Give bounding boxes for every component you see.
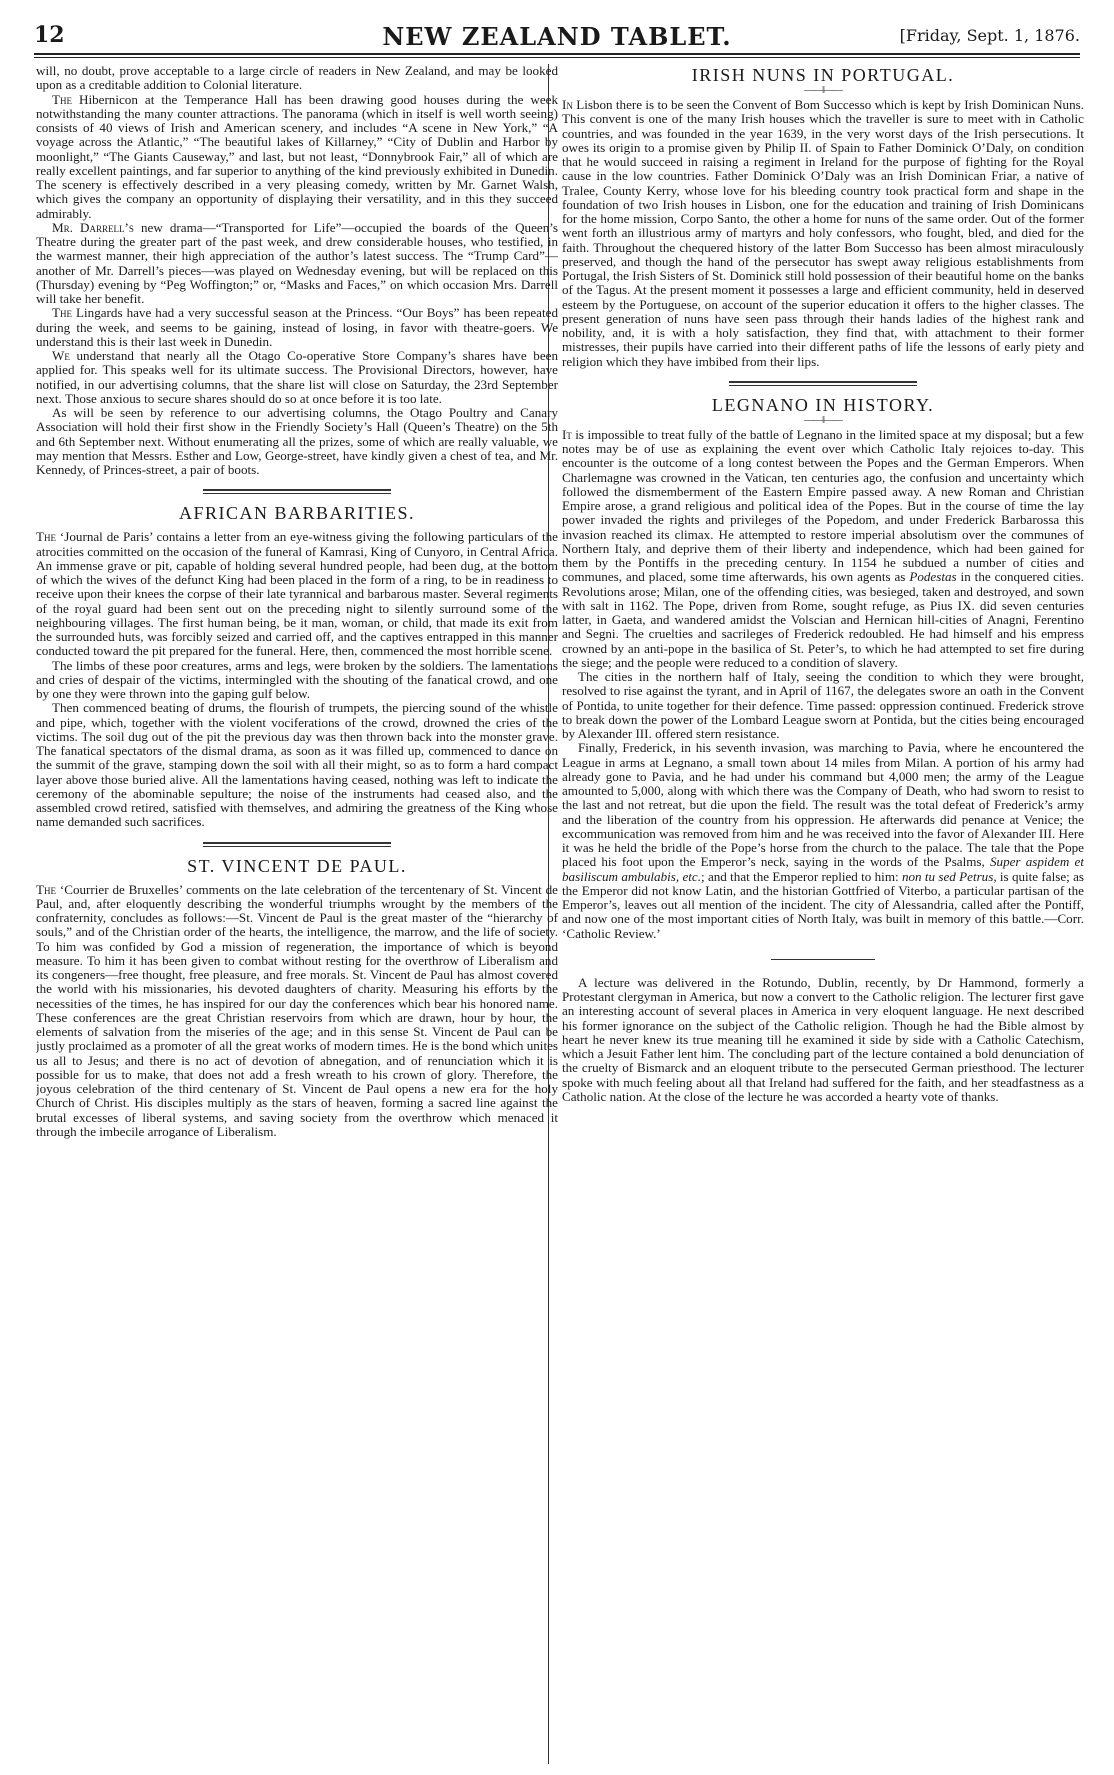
section-rule [203,489,391,491]
right-column [562,64,1084,1764]
ornament-dash: ——‖—— [804,85,842,96]
section-rule-thin [729,385,917,386]
article-heading-legnano: LEGNANO IN HISTORY. [711,394,935,415]
article-heading-irish-nuns: IRISH NUNS IN PORTUGAL. [691,65,955,85]
left-column [36,64,558,1764]
paragraph: The Lingards have had a very successful season at the Princess. “Our Boys” has been repeated during the week, and seems to be gaining, instead of losing, in favor with theatre-goers. We understand this is their last week in Dunedin. [36,305,558,349]
masthead [34,22,1080,52]
paragraph: A lecture was delivered in the Rotundo, Dublin, recently, by Dr Hammond, formerly a Protestant clergyman in America, but now a convert to the Catholic religion. The lecturer first gave an interesting account of several places in America in very eloquent language. He next described his former ignorance on the subject of the Catholic religion. Though he had the Bible almost by heart he never knew its true meaning till he examined it side by side with a Catholic Catechism, which a Jesuit Father lent him. The concluding part of the lecture contained a bold denunciation of the cruelty of Bismarck and an eloquent tribute to the persecuted German priesthood. The lecturer spoke with much feeling about all that Ireland had suffered for the faith, and her steadfastness as a Catholic nation. At the close of the lecture he was accorded a hearty vote of thanks. [562,974,1084,1104]
paragraph: The cities in the northern half of Italy, seeing the condition to which they were brought, resolved to rise against the tyrant, and in April of 1167, the delegates swore an oath in the Convent of Pontida, to unite together for their defence. Time passed: oppression continued. Frederick strove to break down the power of the Lombard League sworn at Pontida, but the cities being encouraged by Alexander III. offered stern resistance. [562,669,1084,741]
paragraph: The ‘Courrier de Bruxelles’ comments on the late celebration of the tercentenary of St. Vincent de Paul, and, after eloquently describing the wonderful triumphs wrought by the members of the confraternity, concludes as follows:—St. Vincent de Paul is the great master of the “hierarchy of souls,” and of the Christian order of the hearts, the intelligence, the marrow, and the life of society. To him was confided by God a mission of regeneration, the importance of which is beyond measure. To him it has been given to combat without resting for the overthrow of Liberalism and its congeners—free thought, free pleasure, and free morals. St. Vincent de Paul has almost covered the world with his missionaries, his devoted daughters of charity. Measuring his efforts by the necessities of the times, he has inspired for our day the conferences which bear his honored name. These conferences are the great Christian reservoirs from which are drawn, hour by hour, the elements of salvation from the miseries of the age; and in this sense St. Vincent de Paul can be justly proclaimed as a promoter of all the great works of modern times. He is the bond which unites us all to Jesus; and there is no act of devotion of abnegation, and of renunciation which it is possible for us to make, that does not add a fresh wreath to his crown of glory. Therefore, the joyous celebration of the third centenary of St. Vincent de Paul opens a new era for the holy Church of Christ. His disciples multiply as the stars of heaven, forming a sacred line against the brutal excesses of liberal systems, and saving society from the overthrow which menaced it through the imbecile arrogance of Liberalism. [36,881,558,1139]
article-heading-st-vincent-de-paul: ST. VINCENT DE PAUL. [187,855,407,876]
issue-date: [Friday, Sept. 1, 1876. [899,26,1080,45]
paragraph: The ‘Journal de Paris’ contains a letter from an eye-witness giving the following particulars of the atrocities committed on the occasion of the funeral of Kamrasi, King of Cunyoro, in Central Africa. An immense grave or pit, capable of holding several hundred people, had been dug, at the bottom of which the wives of the defunct King had been placed in the form of a ring, to be in readiness to receive upon their knees the corpse of their late tyrannical and barbarous master. Several regiments of the royal guard had been sent out on the preceding night to silently surround some of the neighbouring villages. The first human being, be it man, woman, or child, that made its exit from the surrounded huts, was forcibly seized and carried off, and the captives entrapped in this manner conducted toward the pit prepared for the funeral. Here, then, commenced the most horrible scene. [36,529,558,659]
section-rule [729,381,917,383]
section-rule-thin [203,846,391,847]
ornament-dash: ——‖—— [804,414,842,426]
section-rule [203,842,391,844]
paragraph: Mr. Darrell’s new drama—“Transported for Life”—occupied the boards of the Queen’s Theatre during the greater part of the past week, and drew considerable houses, who testified, in the warmest manner, their high appreciation of the author’s latest success. The “Trump Card”—another of Mr. Darrell’s pieces—was played on Wednesday evening, but will be replaced on this (Thursday) evening by “Peg Woffington;” or, “Masks and Faces,” on which occasion Mrs. Darrell will take her benefit. [36,219,558,306]
paragraph: Finally, Frederick, in his seventh invasion, was marching to Pavia, where he encountered the League in arms at Legnano, a small town about 14 miles from Milan. A portion of his army had already gone to Pavia, and he had under his command but 4,000 men; the army of the League amounted to 5,000, along with which there was the Company of Death, who had sworn to resist to the last and not retreat, but die upon the field. The result was the total defeat of Frederick’s army and the liberation of the country from his oppression. He afterwards did penance at Venice; the excommunication was removed from him and he was received into the favor of Alexander III. Here it was he held the bridle of the Pope’s horse from the church to the palace. The tale that the Pope placed his foot upon the Emperor’s neck, saying in the words of the Psalms, Super aspidem et basiliscum ambulabis, etc.; and that the Emperor replied to him: non tu sed Petrus, is quite false; as the Emperor did not know Latin, and the historian Gottfried of Viterbo, a particular partisan of the Emperor’s, leaves out all mention of the incident. The city of Alessandria, called after the Pontiff, and now one of the most important cities of North Italy, was built in memory of this battle.—Corr. ‘Catholic Review.’ [562,740,1084,941]
header-rule-thin [34,57,1080,58]
paragraph: will, no doubt, prove acceptable to a large circle of readers in New Zealand, and may be looked upon as a creditable addition to Colonial literature. [36,64,558,93]
header-rule [34,53,1080,55]
paragraph: It is impossible to treat fully of the battle of Legnano in the limited space at my disposal; but a few notes may be of use as explaining the event over which Catholic Italy rejoices to-day. This encounter is the outcome of a long contest between the Popes and the German Emperors. When Charlemagne was crowned in the Vatican, ten centuries ago, the confusion and uncertainty which followed the dismemberment of the Eastern Empire passed away. A new Roman and Christian Empire arose, a grand religious and political idea of the Popes. But in the course of time the lay power invaded the rights and privileges of the Popedom, and under Frederick Barbarossa this invasion reached its climax. He attempted to restore imperial absolutism over the communes of Northern Italy, and deprive them of their liberty and independence, which had been gained for them by the Pontiffs in the preceding century. In 1154 he subdued a number of cities and communes, and placed, some time afterwards, his own agents as Podestas in the conquered cities. Revolutions arose; Milan, one of the offending cities, was besieged, taken and destroyed, and sown with salt in 1162. The Pope, driven from Rome, sought refuge, as Pius IX. did seven centuries latter, in Gaeta, and wandered amidst the Volscian and Hernican hill-cities of Anagni, Ferentino and Segni. The cruelties and sacrileges of Frederick redoubled. He had himself and his empress crowned by an anti-pope in the basilica of St. Peter’s, to which he had attempted to set fire during the siege; and the people were reduced to a condition of slavery. [562,426,1084,670]
section-rule-thin [203,493,391,494]
paragraph: The Hibernicon at the Temperance Hall has been drawing good houses during the week notwithstanding the many counter attractions. The panorama (which in itself is well worth seeing) consists of 40 views of Irish and American scenery, and includes “A scene in New York,” “A voyage across the Atlantic,” “The beautiful lakes of Killarney,” “City of Dublin and Harbor by moonlight,” “The Giants Causeway,” and last, but not least, “Donnybrook Fair,” all of which are really excellent paintings, and far superior to anything of the kind previously exhibited in Dunedin. The scenery is effectively described in a very pleasing comedy, written by Mr. Garnet Walsh, which gives the company an opportunity of displaying their versatility, and in this they succeed admirably. [36,91,558,221]
paragraph: The limbs of these poor creatures, arms and legs, were broken by the soldiers. The lamentations and cries of despair of the victims, intermingled with the shouting of the fanatical crowd, and one by one they were thrown into the gaping gulf below. [36,657,558,701]
paragraph: We understand that nearly all the Otago Co-operative Store Company’s shares have been applied for. This speaks well for its ultimate success. The Provisional Directors, however, have notified, in our advertising columns, that the share list will close on Saturday, the 23rd September next. Those anxious to secure shares should do so at once before it is too late. [36,348,558,406]
paragraph: As will be seen by reference to our advertising columns, the Otago Poultry and Canary Association will hold their first show in the Friendly Society’s Hall (Queen’s Theatre) on the 5th and 6th September next. Without enumerating all the prizes, some of which are really valuable, we may mention that Messrs. Esther and Low, George-street, have kindly given a chest of tea, and Mr. Kennedy, of Princes-street, a pair of boots. [36,405,558,477]
section-rule [771,959,875,960]
paragraph: In Lisbon there is to be seen the Convent of Bom Successo which is kept by Irish Dominican Nuns. This convent is one of the many Irish houses which the traveller is sure to meet with in Catholic countries, and was founded in the year 1639, in the very worst days of the Irish persecutions. It owes its origin to a promise given by Philip II. of Spain to Father Dominick O’Daly, on condition that he would succeed in raising a regiment in Ireland for the purpose of fighting for the Royal cause in the low countries. Father Dominick O’Daly was an Irish Dominican Friar, a native of Tralee, County Kerry, whose love for his bleeding country took practical form and shape in the foundation of two Irish houses in Lisbon, one for the education and training of Irish Dominicans for the home mission, Corpo Santo, the other a home for nuns of the same order. Out of the former went forth an illustrious army of martyrs and holy confessors, who fought, bled, and died for the faith. Throughout the chequered history of the latter Bom Successo has been almost miraculously preserved, and though the hand of the persecutor has swept away religious establishments from Portugal, the Irish Sisters of St. Dominick still hold possession of their beautiful home on the banks of the Tagus. At the present moment it possesses a large and efficient community, held in deserved esteem by the Portuguese, on account of the superior education it offers to the higher classes. The present generation of nuns have seen pass through their hands ladies of the highest rank and nobility, and, it is with a holy satisfaction, they find that, with attachment to their former mistresses, their pupils have carried into their different paths of life the lessons of early piety and religion which they have imbibed from their lips. [562,97,1084,369]
newspaper-title: NEW ZEALAND TABLET. [382,22,732,51]
article-heading-african-barbarities: AFRICAN BARBARITIES. [178,503,416,524]
paragraph: Then commenced beating of drums, the flourish of trumpets, the piercing sound of the whistle and pipe, which, together with the violent vociferations of the crowd, drowned the cries of the victims. The soil dug out of the pit the previous day was then thrown back into the monster grave. The fanatical spectators of the dismal drama, as soon as it was filled up, commenced to dance on the summit of the grave, stamping down the soil with all their might, so as to form a hard compact layer above those buried alive. All the lamentations having ceased, nothing was left to indicate the ceremony of the abominable sepulture; the noise of the instruments had ceased also, and the assembled crowd retired, satisfied with themselves, and admiring the greatness of the King whose name demanded such sacrifices. [36,700,558,830]
page-number: 12 [34,22,65,48]
